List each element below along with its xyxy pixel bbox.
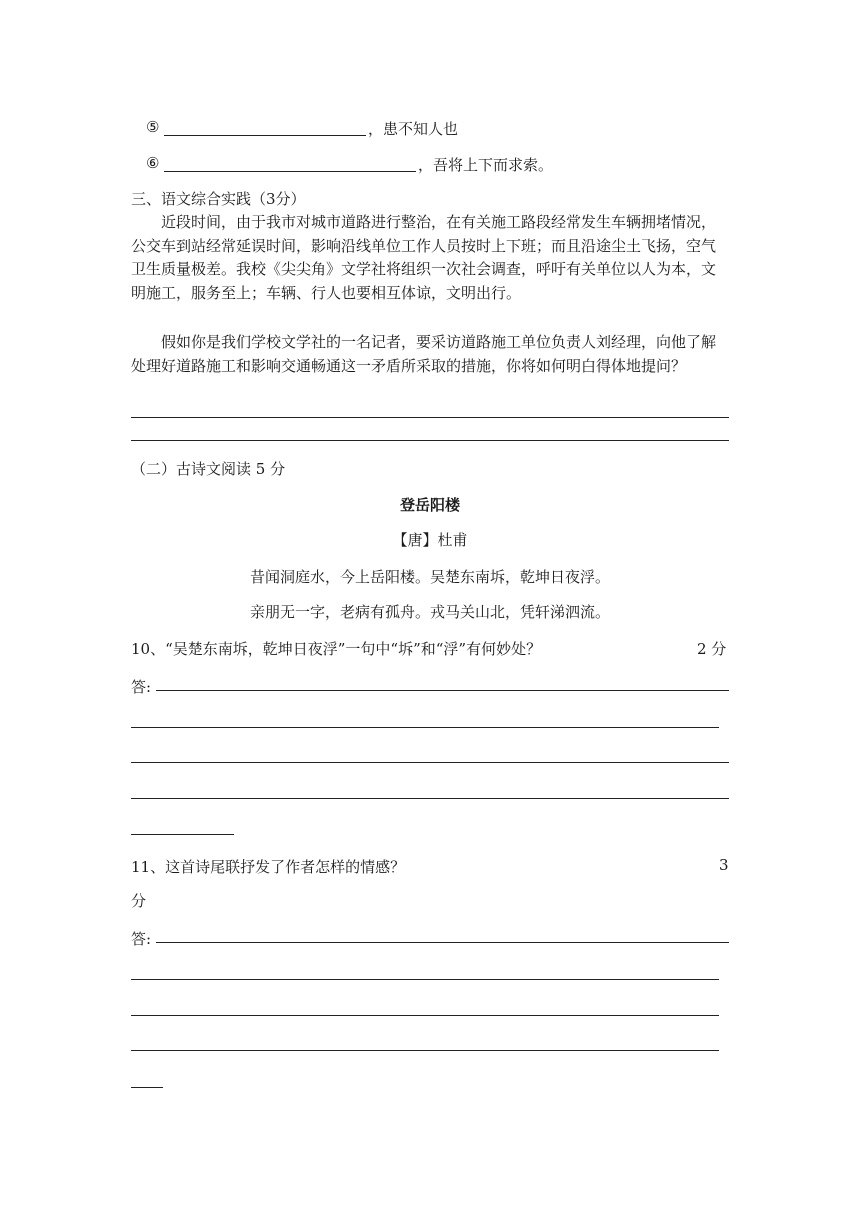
question-11-score: 3	[719, 856, 729, 874]
answer-label: 答:	[131, 678, 152, 696]
poem-line: 昔闻洞庭水，今上岳阳楼。吴楚东南坼，乾坤日夜浮。	[249, 568, 610, 586]
blank-6-answer-line[interactable]	[164, 171, 416, 172]
answer-line[interactable]	[131, 727, 719, 728]
answer-line[interactable]	[131, 979, 719, 980]
answer-line[interactable]	[156, 942, 729, 943]
question-10: 10、“吴楚东南坼，乾坤日夜浮”一句中“坼”和“浮”有何妙处？	[131, 640, 542, 658]
question-11: 11、这首诗尾联抒发了作者怎样的情感？	[131, 858, 406, 876]
answer-line[interactable]	[131, 417, 729, 418]
poem-line: 亲朋无一字，老病有孤舟。戎马关山北，凭轩涕泗流。	[249, 603, 610, 621]
answer-line[interactable]	[131, 440, 729, 441]
blank-5-answer-line[interactable]	[164, 135, 366, 136]
answer-line[interactable]	[156, 690, 729, 691]
blank-6-text: ，吾将上下而求索。	[418, 156, 554, 174]
section-heading: 三、语文综合实践（3分）	[131, 190, 306, 208]
answer-line[interactable]	[131, 1015, 719, 1016]
answer-line[interactable]	[131, 834, 234, 835]
paragraph-background: 近段时间，由于我市对城市道路进行整治，在有关施工路段经常发生车辆拥堵情况，公交车到站经常延误时间，影响沿线单位工作人员按时上下班；而且沿途尘土飞扬，空气卫生质量极差。我校《尖尖角》文学社将组织一次社会调查，呼吁有关单位以人为本，文明施工，服务至上；车辆、行人也要相互体谅，文明出行。	[131, 213, 717, 302]
question-10-score: 2 分	[697, 640, 727, 658]
answer-line[interactable]	[131, 762, 729, 763]
blank-5-number: ⑤	[146, 118, 160, 136]
answer-label: 答:	[131, 930, 152, 948]
paragraph-task: 假如你是我们学校文学社的一名记者，要采访道路施工单位负责人刘经理，向他了解处理好道路施工和影响交通畅通这一矛盾所采取的措施，你将如何明白得体地提问？	[131, 333, 717, 375]
question-11-score-unit: 分	[131, 892, 147, 910]
answer-line[interactable]	[131, 1087, 163, 1088]
answer-line[interactable]	[131, 798, 729, 799]
blank-5-text: ，患不知人也	[368, 120, 459, 138]
poetry-section-heading: （二）古诗文阅读 5 分	[131, 460, 286, 478]
answer-line[interactable]	[131, 1050, 719, 1051]
blank-6-number: ⑥	[146, 154, 160, 172]
poem-author: 【唐】杜甫	[392, 531, 468, 549]
poem-title: 登岳阳楼	[399, 496, 460, 514]
